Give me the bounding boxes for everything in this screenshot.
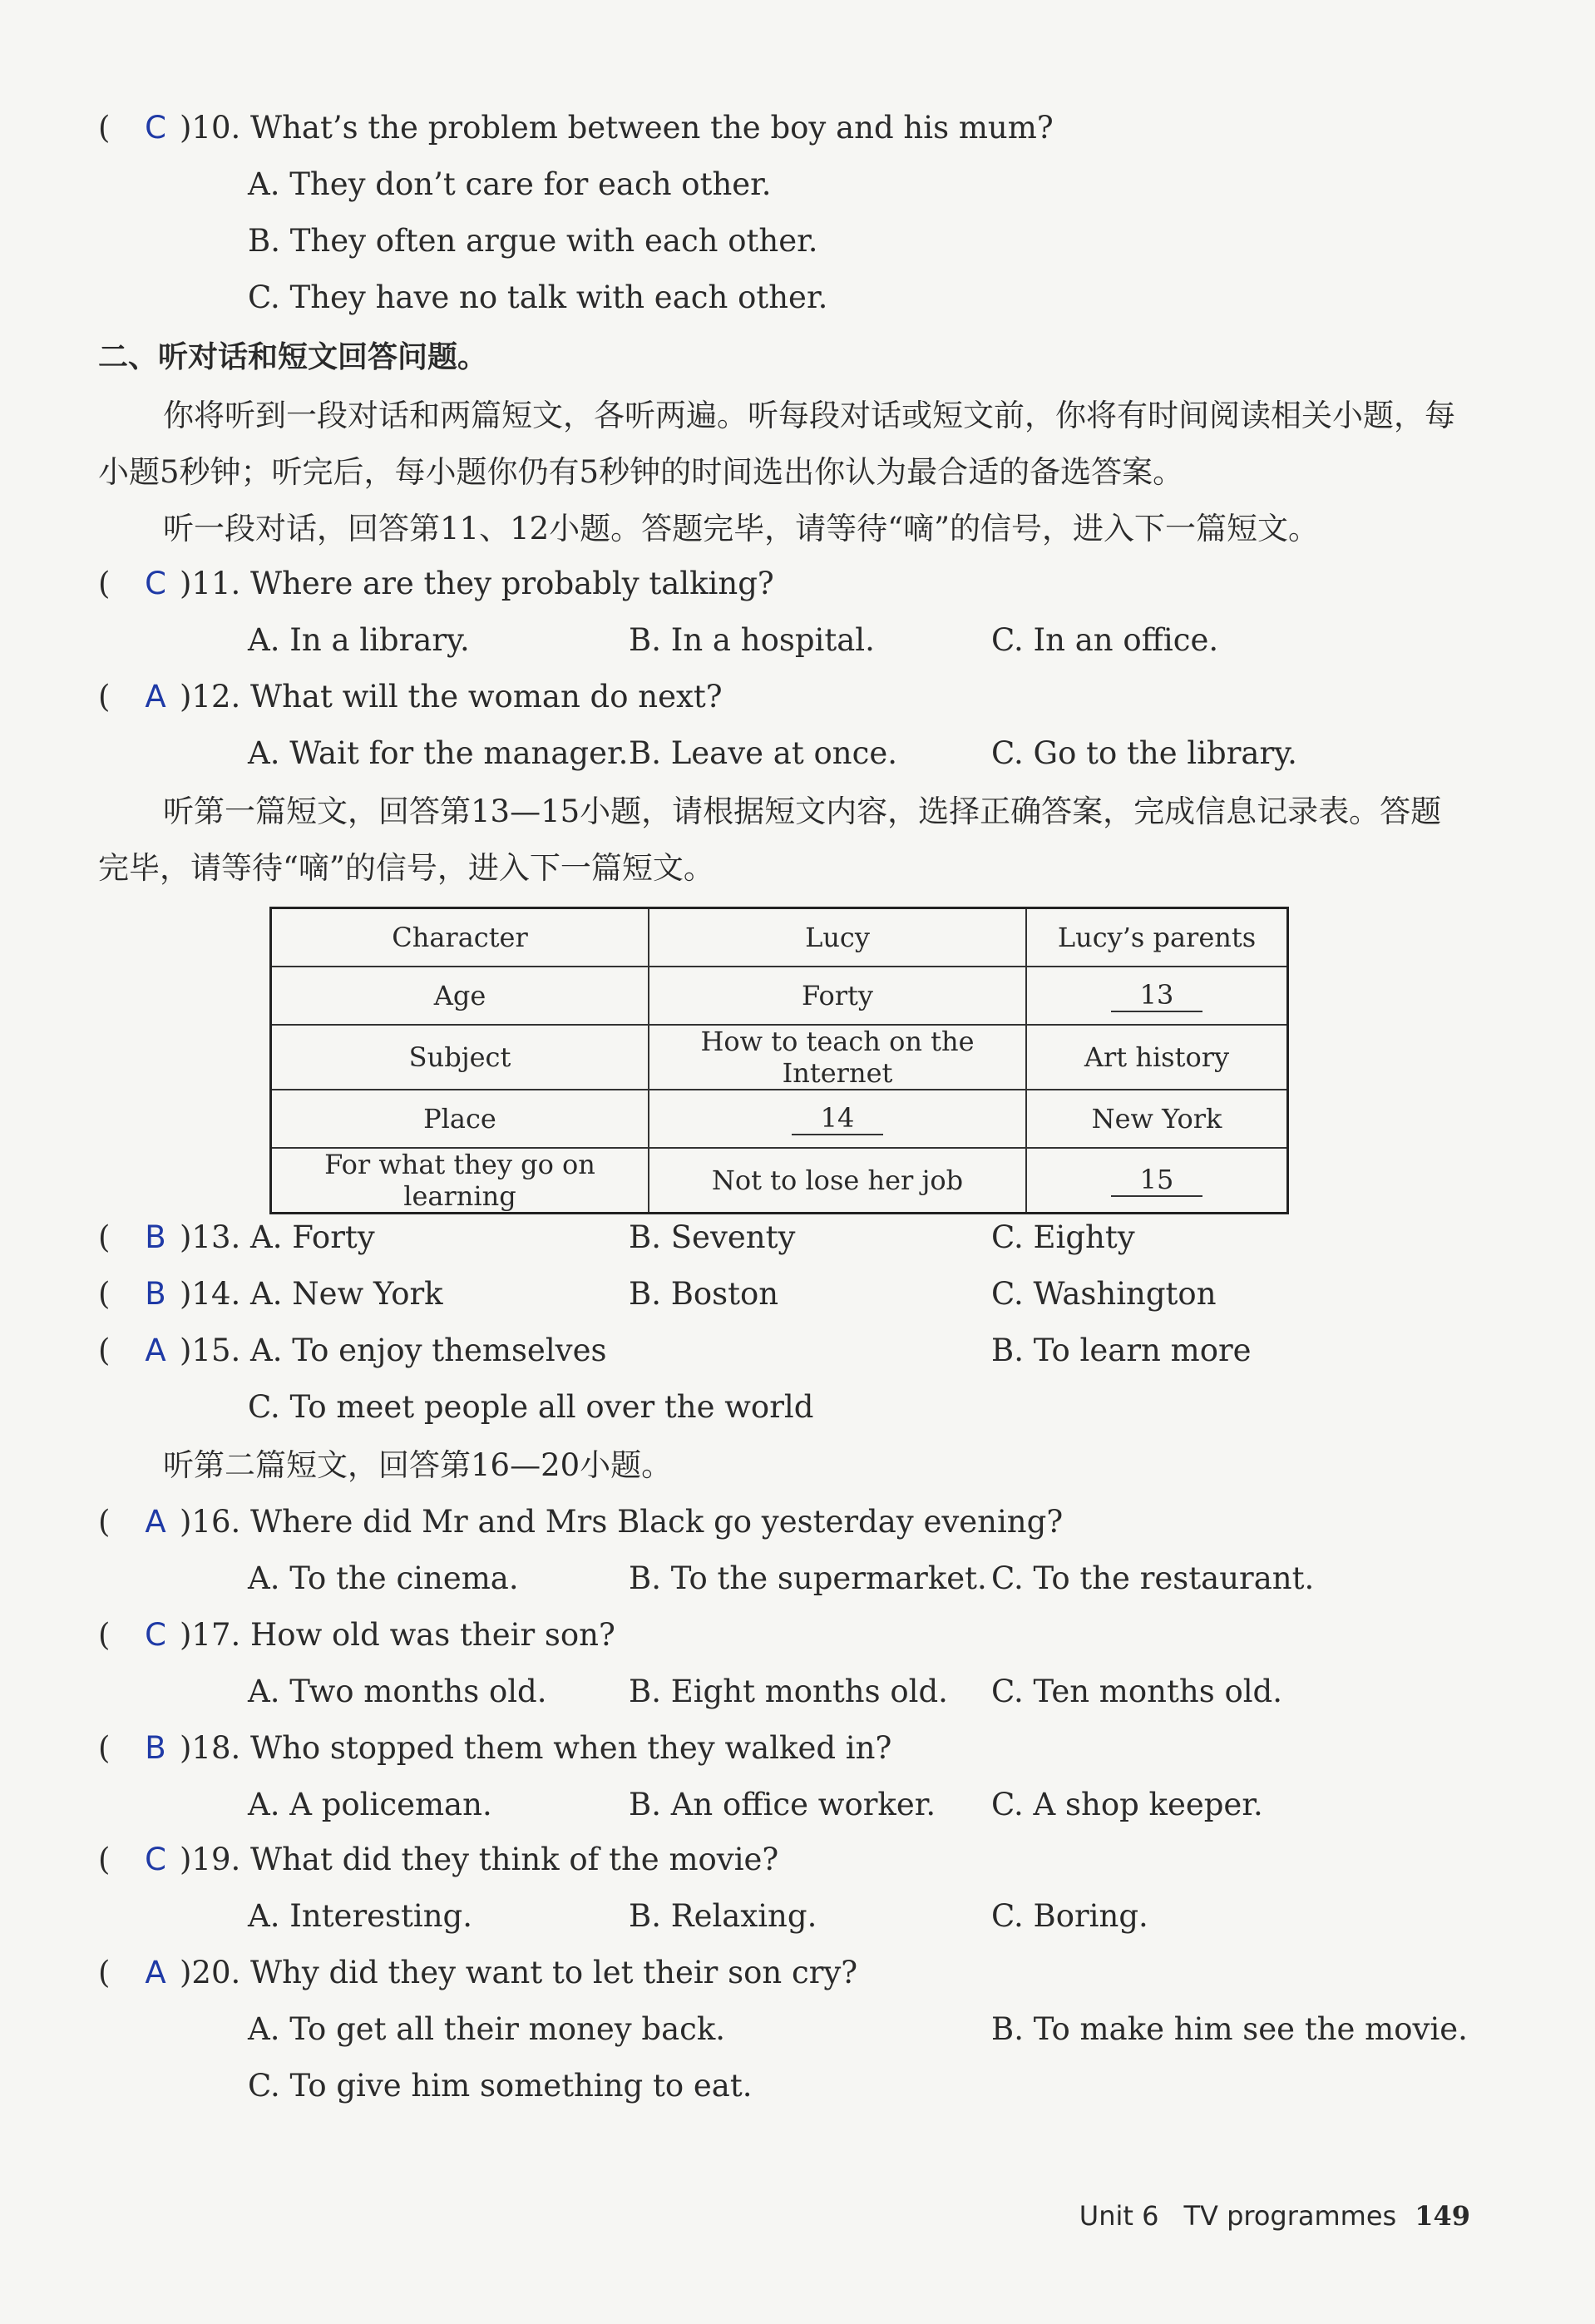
option-12c: C. Go to the library.	[991, 735, 1297, 771]
passage2-instruction	[98, 1437, 1470, 1494]
option-14b: B. Boston	[629, 1276, 779, 1312]
question-19-text: )19. What did they think of the movie?	[180, 1842, 779, 1877]
table-row	[271, 967, 1288, 1025]
option-19c: C. Boring.	[991, 1898, 1148, 1934]
question-12-text: )12. What will the woman do next?	[180, 679, 723, 715]
table-cell-blank	[1026, 967, 1288, 1025]
blank-15: 15	[1111, 1164, 1202, 1197]
option-11a: A. In a library.	[248, 622, 470, 658]
page-number: 149	[1415, 2200, 1470, 2232]
table-cell: Not to lose her job	[649, 1148, 1026, 1214]
table-cell: Forty	[649, 967, 1026, 1025]
table-cell: Place	[271, 1090, 649, 1148]
passage1-instruction-text: 听第一篇短文，回答第13—15小题，请根据短文内容，选择正确答案，完成信息记录表。答题完毕，请等待“嘀”的信号，进入下一篇短文。	[98, 794, 1442, 886]
option-16a: A. To the cinema.	[248, 1560, 519, 1596]
answer-17: C	[145, 1617, 166, 1653]
option-10c: C. They have no talk with each other.	[248, 279, 828, 315]
section-title: 二、听对话和短文回答问题。	[98, 340, 488, 374]
table-row	[271, 1090, 1288, 1148]
option-20c: C. To give him something to eat.	[248, 2068, 753, 2104]
table-cell: Age	[271, 967, 649, 1025]
option-18b: B. An office worker.	[629, 1787, 936, 1822]
table-cell: For what they go on learning	[271, 1148, 649, 1214]
option-14c: C. Washington	[991, 1276, 1217, 1312]
option-11c: C. In an office.	[991, 622, 1219, 658]
table-header-cell: Lucy’s parents	[1026, 908, 1288, 967]
option-16b: B. To the supermarket.	[629, 1560, 987, 1596]
table-header-row	[271, 908, 1288, 967]
blank-13: 13	[1111, 979, 1202, 1012]
question-16-text: )16. Where did Mr and Mrs Black go yesterday evening?	[180, 1504, 1064, 1540]
option-13b: B. Seventy	[629, 1219, 796, 1255]
answer-19: C	[145, 1842, 166, 1877]
question-19: ( C )19. What did they think of the movie?	[98, 1840, 778, 1880]
answer-13: B	[145, 1219, 166, 1255]
option-17c: C. Ten months old.	[991, 1674, 1283, 1709]
passage2-instruction-text: 听第二篇短文，回答第16—20小题。	[163, 1447, 673, 1483]
option-12a: A. Wait for the manager.	[248, 735, 629, 771]
question-18-text: )18. Who stopped them when they walked in?	[180, 1730, 892, 1766]
table-cell: Art history	[1026, 1025, 1288, 1090]
dialogue-instruction	[98, 501, 1470, 557]
table-row	[271, 1148, 1288, 1214]
question-18: ( B )18. Who stopped them when they walked in?	[98, 1728, 891, 1768]
option-20a: A. To get all their money back.	[248, 2011, 726, 2047]
info-record-table	[269, 907, 1289, 1214]
footer-unit: Unit 6	[1079, 2200, 1159, 2232]
option-16c: C. To the restaurant.	[991, 1560, 1315, 1596]
table-cell: Subject	[271, 1025, 649, 1090]
question-14: ( B )14. A. New York	[98, 1274, 443, 1314]
table-header-cell: Character	[271, 908, 649, 967]
option-17a: A. Two months old.	[248, 1674, 547, 1709]
page-footer	[1079, 2200, 1470, 2232]
answer-12: A	[145, 679, 166, 715]
passage1-instruction	[98, 784, 1470, 897]
question-15: ( A )15. A. To enjoy themselves	[98, 1331, 606, 1371]
table-cell: How to teach on the Internet	[649, 1025, 1026, 1090]
option-15c: C. To meet people all over the world	[248, 1389, 814, 1425]
option-18a: A. A policeman.	[248, 1787, 492, 1822]
question-13: ( B )13. A. Forty	[98, 1218, 375, 1258]
question-17-text: )17. How old was their son?	[180, 1617, 615, 1653]
answer-15: A	[145, 1333, 166, 1368]
option-12b: B. Leave at once.	[629, 735, 897, 771]
answer-14: B	[145, 1276, 166, 1312]
table-header-cell: Lucy	[649, 908, 1026, 967]
option-19a: A. Interesting.	[248, 1898, 473, 1934]
table-cell: New York	[1026, 1090, 1288, 1148]
option-15b: B. To learn more	[991, 1333, 1252, 1368]
answer-16: A	[145, 1504, 166, 1540]
option-19b: B. Relaxing.	[629, 1898, 817, 1934]
question-15-text: )15. A. To enjoy themselves	[180, 1333, 607, 1368]
question-14-text: )14. A. New York	[180, 1276, 443, 1312]
question-12: ( A )12. What will the woman do next?	[98, 677, 723, 717]
question-11-text: )11. Where are they probably talking?	[180, 566, 774, 601]
answer-11: C	[145, 566, 166, 601]
option-10a: A. They don’t care for each other.	[248, 166, 772, 202]
question-13-text: )13. A. Forty	[180, 1219, 375, 1255]
answer-20: A	[145, 1955, 166, 1990]
table-row	[271, 1025, 1288, 1090]
question-16: ( A )16. Where did Mr and Mrs Black go yesterday evening?	[98, 1502, 1063, 1542]
question-20-text: )20. Why did they want to let their son cry?	[180, 1955, 858, 1990]
option-10b: B. They often argue with each other.	[248, 223, 818, 259]
question-10-text: )10. What’s the problem between the boy and his mum?	[180, 110, 1054, 146]
answer-18: B	[145, 1730, 166, 1766]
question-10: ( C )10. What’s the problem between the boy and his mum?	[98, 108, 1054, 148]
dialogue-instruction-text: 听一段对话，回答第11、12小题。答题完毕，请等待“嘀”的信号，进入下一篇短文。	[163, 511, 1319, 546]
option-17b: B. Eight months old.	[629, 1674, 948, 1709]
table-cell-blank	[649, 1090, 1026, 1148]
footer-title: TV programmes	[1183, 2200, 1397, 2232]
table-cell-blank	[1026, 1148, 1288, 1214]
section-intro	[98, 388, 1470, 501]
question-17: ( C )17. How old was their son?	[98, 1615, 615, 1655]
blank-14: 14	[792, 1102, 883, 1135]
section-intro-text: 你将听到一段对话和两篇短文，各听两遍。听每段对话或短文前，你将有时间阅读相关小题，每小题5秒钟；听完后，每小题你仍有5秒钟的时间选出你认为最合适的备选答案。	[98, 398, 1455, 490]
option-18c: C. A shop keeper.	[991, 1787, 1263, 1822]
option-11b: B. In a hospital.	[629, 622, 875, 658]
question-11: ( C )11. Where are they probably talking?	[98, 564, 774, 604]
option-13c: C. Eighty	[991, 1219, 1135, 1255]
answer-10: C	[145, 110, 166, 146]
option-20b: B. To make him see the movie.	[991, 2011, 1468, 2047]
question-20: ( A )20. Why did they want to let their son cry?	[98, 1953, 857, 1993]
